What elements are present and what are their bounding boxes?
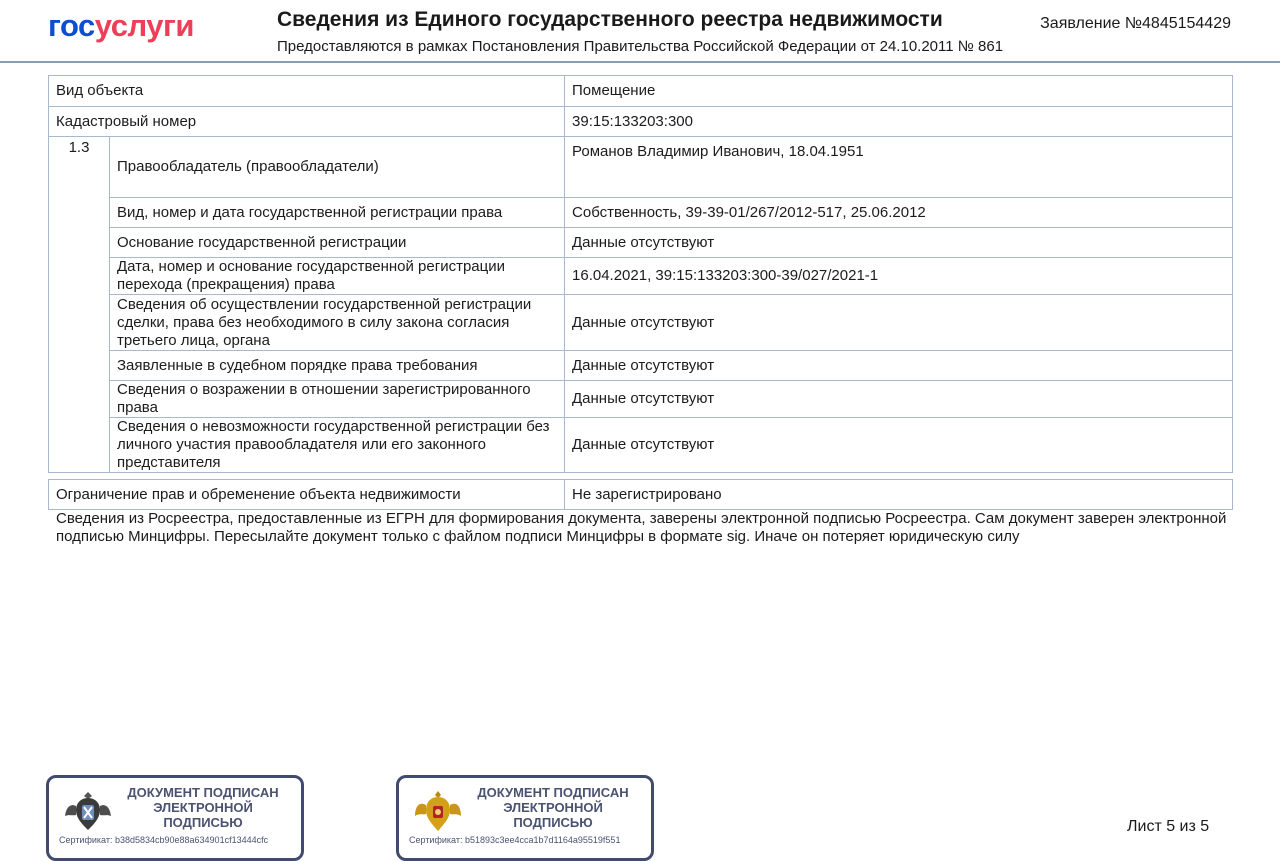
row-value: Данные отсутствуют (565, 351, 1233, 381)
row-value: Данные отсутствуют (565, 418, 1233, 473)
table-row (49, 258, 1233, 295)
row-value: Данные отсутствуют (565, 228, 1233, 258)
row-label: Основание государственной регистрации (110, 228, 565, 258)
restriction-table (48, 479, 1233, 510)
row-value: Данные отсутствуют (565, 381, 1233, 418)
gosuslugi-logo[interactable]: госуслуги (48, 8, 194, 43)
certificate-id: Сертификат: b51893c3ee4cca1b7d1164a95519f551 (409, 835, 621, 845)
cadastral-label: Кадастровый номер (49, 107, 565, 137)
table-row (49, 137, 1233, 198)
row-value: Данные отсутствуют (565, 295, 1233, 351)
certificate-id: Сертификат: b38d5834cb90e88a634901cf13444cfc (59, 835, 269, 845)
row-label: Заявленные в судебном порядке права требования (110, 351, 565, 381)
table-row (49, 295, 1233, 351)
row-label: Сведения о возражении в отношении зарегистрированного права (110, 381, 565, 418)
document-title: Сведения из Единого государственного реестра недвижимости (277, 8, 943, 31)
restriction-label: Ограничение прав и обременение объекта недвижимости (49, 480, 565, 510)
table-row (49, 418, 1233, 473)
row-label: Правообладатель (правообладатели) (110, 137, 565, 198)
page-number: Лист 5 из 5 (1127, 818, 1210, 835)
gold-eagle-emblem-icon (413, 786, 463, 836)
signature-note: Сведения из Росреестра, предоставленные из ЕГРН для формирования документа, заверены электронной подписью Росреестра. Сам документ заверен электронной подписью Минцифры. Пересылайте документ только с файлом подписи Минцифры в формате sig. Иначе он потеряет юридическую силу (56, 510, 1227, 545)
row-value: 16.04.2021, 39:15:133203:300-39/027/2021-1 (565, 258, 1233, 295)
document-subtitle: Предоставляются в рамках Постановления Правительства Российской Федерации от 24.10.2011 № 861 (277, 38, 1004, 55)
application-number: Заявление №4845154429 (1040, 15, 1231, 32)
property-table (48, 75, 1233, 473)
table-row (49, 228, 1233, 258)
object-type-value: Помещение (565, 76, 1233, 107)
table-row (49, 76, 1233, 107)
row-value: Романов Владимир Иванович, 18.04.1951 (565, 137, 1233, 198)
restriction-value: Не зарегистрировано (565, 480, 1233, 510)
table-row (49, 480, 1233, 510)
object-type-label: Вид объекта (49, 76, 565, 107)
row-label: Сведения о невозможности государственной регистрации без личного участия правообладателя или его законного представителя (110, 418, 565, 473)
cadastral-value: 39:15:133203:300 (565, 107, 1233, 137)
document-header (0, 0, 1280, 63)
row-label: Дата, номер и основание государственной регистрации перехода (прекращения) права (110, 258, 565, 295)
rosreestr-emblem-icon (63, 786, 113, 836)
row-label: Вид, номер и дата государственной регистрации права (110, 198, 565, 228)
table-row (49, 198, 1233, 228)
signature-stamp-mintsifry[interactable] (396, 775, 654, 861)
section-number: 1.3 (49, 137, 110, 473)
table-row (49, 381, 1233, 418)
signature-stamp-rosreestr[interactable] (46, 775, 304, 861)
table-row (49, 351, 1233, 381)
stamp-caption: ДОКУМЕНТ ПОДПИСАН ЭЛЕКТРОННОЙ ПОДПИСЬЮ (127, 785, 279, 830)
table-row (49, 107, 1233, 137)
row-value: Собственность, 39-39-01/267/2012-517, 25.06.2012 (565, 198, 1233, 228)
stamp-caption: ДОКУМЕНТ ПОДПИСАН ЭЛЕКТРОННОЙ ПОДПИСЬЮ (477, 785, 629, 830)
row-label: Сведения об осуществлении государственной регистрации сделки, права без необходимого в силу закона согласия третьего лица, органа (110, 295, 565, 351)
